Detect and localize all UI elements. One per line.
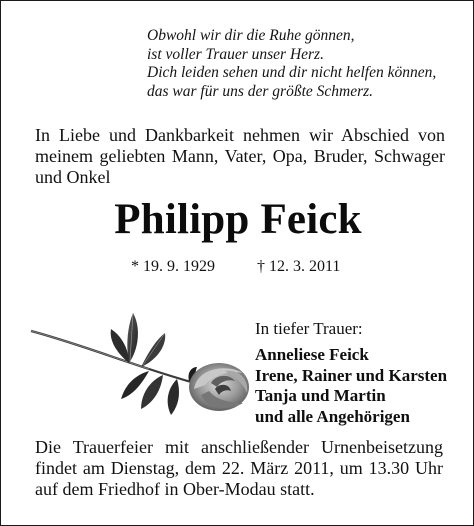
farewell-line: In Liebe und Dankbarkeit nehmen wir Abschied von (35, 125, 445, 145)
mourner-name: Anneliese Feick (255, 345, 369, 364)
rose-icon (29, 311, 259, 416)
poem-line: Obwohl wir dir die Ruhe gönnen, (147, 27, 355, 44)
mourner-name: und alle Angehörigen (255, 406, 410, 426)
mourner-name: Irene, Rainer und Karsten (255, 365, 448, 385)
poem (147, 27, 467, 101)
mourning-label: In tiefer Trauer: (255, 319, 363, 338)
funeral-info-line: findet am Dienstag, dem 22. März 2011, um 13.30 Uhr (35, 458, 443, 478)
birth-date: * 19. 9. 1929 (131, 258, 215, 275)
farewell-text (35, 125, 445, 188)
mourner-name: Tanja und Martin (255, 386, 386, 405)
funeral-info-line: auf dem Friedhof in Ober-Modau statt. (35, 479, 315, 499)
poem-line: das war für uns der größte Schmerz. (147, 82, 374, 100)
funeral-info (35, 437, 443, 500)
death-date: † 12. 3. 2011 (257, 258, 341, 275)
poem-line: ist voller Trauer unser Herz. (147, 45, 324, 63)
poem-line: Dich leiden sehen und dir nicht helfen können, (147, 64, 437, 82)
mourners-list (255, 345, 447, 427)
farewell-line: meinem geliebten Mann, Vater, Opa, Bruder, Schwager (35, 146, 445, 166)
funeral-info-line: Die Trauerfeier mit anschließender Urnenbeisetzung (35, 437, 443, 457)
farewell-line: und Onkel (35, 167, 111, 187)
deceased-name: Philipp Feick (114, 196, 362, 243)
